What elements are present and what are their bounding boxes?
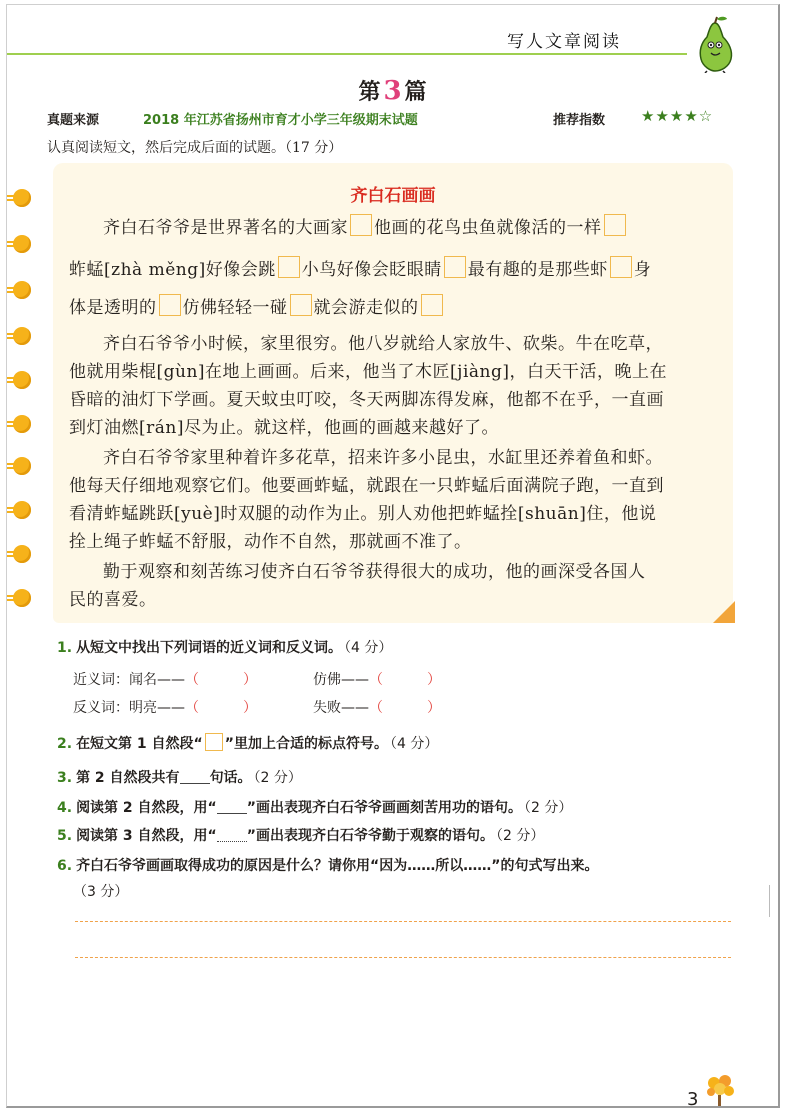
- pear-mascot-icon: [693, 15, 737, 73]
- passage-line: 民的喜爱。: [69, 590, 157, 610]
- q1-antonym-row-b: 失败——（ ）: [313, 700, 441, 716]
- answer-line[interactable]: [75, 957, 731, 958]
- punctuation-box[interactable]: [159, 294, 181, 316]
- q1-synonym-row-a: 近义词：闻名——（ ）: [73, 672, 257, 688]
- punctuation-box[interactable]: [278, 256, 300, 278]
- punctuation-box[interactable]: [604, 214, 626, 236]
- q1-synonym-row-b: 仿佛——（ ）: [313, 672, 441, 688]
- passage-line: 勤于观察和刻苦练习使齐白石爷爷获得很大的成功，他的画深受各国人: [103, 562, 646, 582]
- q1-antonym-row-a: 反义词：明亮——（ ）: [73, 700, 257, 716]
- passage-title: 齐白石画画: [350, 186, 436, 206]
- bullet-icon: [13, 457, 31, 475]
- punctuation-box[interactable]: [350, 214, 372, 236]
- passage-line: 看清蚱蜢跳跃[yuè]时双腿的动作为止。别人劝他把蚱蜢拴[shuān]住，他说: [69, 504, 657, 524]
- punctuation-box-sample: [205, 733, 223, 751]
- punctuation-box[interactable]: [290, 294, 312, 316]
- page-number: 3: [687, 1089, 699, 1108]
- rating-stars: ★★★★☆: [641, 107, 714, 125]
- bullet-icon: [13, 235, 31, 253]
- bullet-icon: [13, 501, 31, 519]
- source-label: 真题来源: [47, 113, 100, 128]
- question-6: 6. 齐白石爷爷画画取得成功的原因是什么？请你用“因为……所以……”的句式写出来。: [57, 858, 599, 874]
- answer-blank[interactable]: [180, 771, 210, 784]
- article-number: 3: [383, 76, 402, 106]
- bullet-icon: [13, 327, 31, 345]
- passage-line: 他每天仔细地观察它们。他要画蚱蜢，就跟在一只蚱蜢后面满院子跑，一直到: [69, 476, 664, 496]
- question-1: 1. 从短文中找出下列词语的近义词和反义词。 （4 分）: [57, 640, 393, 656]
- card-corner-fold: [713, 601, 735, 623]
- article-title: 第 3 篇: [358, 76, 427, 106]
- passage-line: 体是透明的 仿佛轻轻一碰 就会游走似的: [69, 293, 445, 318]
- underline-sample: [217, 801, 247, 814]
- bullet-icon: [13, 189, 31, 207]
- source-value: 2018 年江苏省扬州市育才小学三年级期末试题: [143, 113, 418, 128]
- punctuation-box[interactable]: [421, 294, 443, 316]
- answer-line[interactable]: [75, 921, 731, 922]
- underline-sample: [217, 829, 247, 842]
- workbook-page: [6, 4, 780, 1108]
- question-2: 2. 在短文第 1 自然段“ ”里加上合适的标点符号。 （4 分）: [57, 733, 438, 753]
- punctuation-box[interactable]: [610, 256, 632, 278]
- bullet-icon: [13, 281, 31, 299]
- instruction: 认真阅读短文，然后完成后面的试题。（17 分）: [47, 140, 343, 156]
- question-5: 5. 阅读第 3 自然段，用“ ”画出表现齐白石爷爷勤于观察的语句。 （2 分）: [57, 828, 545, 844]
- passage-line: 齐白石爷爷小时候，家里很穷。他八岁就给人家放牛、砍柴。牛在吃草，: [103, 334, 663, 354]
- passage-line: 齐白石爷爷是世界著名的大画家 他画的花鸟虫鱼就像活的一样: [103, 213, 628, 238]
- recommend-label: 推荐指数: [553, 113, 606, 128]
- bullet-icon: [13, 415, 31, 433]
- passage-line: 拴上绳子蚱蜢不舒服，动作不自然，那就画不准了。: [69, 532, 472, 552]
- bullet-icon: [13, 589, 31, 607]
- tree-icon: [704, 1073, 736, 1108]
- question-3: 3. 第 2 自然段共有 句话。 （2 分）: [57, 770, 302, 786]
- passage-line: 齐白石爷爷家里种着许多花草，招来许多小昆虫，水缸里还养着鱼和虾。: [103, 448, 663, 468]
- passage-line: 他就用柴棍[gùn]在地上画画。后来，他当了木匠[jiàng]，白天干活，晚上在: [69, 362, 667, 382]
- bullet-icon: [13, 545, 31, 563]
- punctuation-box[interactable]: [444, 256, 466, 278]
- question-4: 4. 阅读第 2 自然段，用“ ”画出表现齐白石爷爷画画刻苦用功的语句。 （2 分）: [57, 800, 573, 816]
- edge-mark: [769, 885, 770, 917]
- header-rule: [7, 53, 687, 55]
- question-6-points: （3 分）: [73, 884, 129, 900]
- section-tag: 写人文章阅读: [507, 32, 621, 52]
- passage-line: 到灯油燃[rán]尽为止。就这样，他画的画越来越好了。: [69, 418, 499, 438]
- bullet-icon: [13, 371, 31, 389]
- passage-line: 昏暗的油灯下学画。夏天蚊虫叮咬，冬天两脚冻得发麻，他都不在乎，一直画: [69, 390, 664, 410]
- passage-line: 蚱蜢[zhà měng]好像会跳 小鸟好像会眨眼睛 最有趣的是那些虾 身: [69, 255, 651, 280]
